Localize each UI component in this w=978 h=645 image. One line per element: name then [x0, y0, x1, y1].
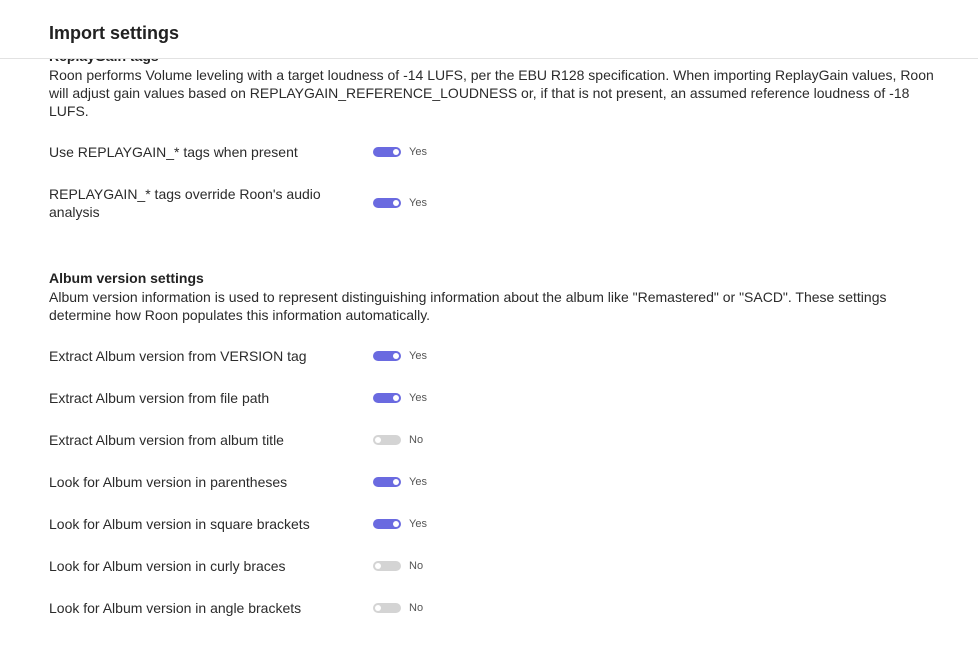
- toggle-knob: [393, 479, 399, 485]
- toggle-knob: [393, 200, 399, 206]
- setting-row-curly-braces: [49, 557, 949, 593]
- setting-row-angle-brackets: [49, 599, 949, 635]
- toggle-knob: [393, 521, 399, 527]
- toggle-switch[interactable]: [373, 477, 401, 487]
- setting-label: Look for Album version in parentheses: [49, 474, 288, 490]
- replaygain-description: Roon performs Volume leveling with a target loudness of -14 LUFS, per the EBU R128 specification. When importing ReplayGain values, Roon will adjust gain values based on REPLAYGAIN_REFERENCE_LOUDNESS or, if that is not present, an assumed reference loudness of -18 LUFS.: [49, 67, 934, 119]
- toggle-state-label: Yes: [409, 197, 427, 209]
- toggle-knob: [375, 563, 381, 569]
- setting-label: REPLAYGAIN_* tags override Roon's audio analysis: [49, 186, 321, 220]
- toggle-state-label: Yes: [409, 476, 427, 488]
- toggle-switch[interactable]: [373, 147, 401, 157]
- page-title: Import settings: [49, 23, 180, 43]
- setting-label: Use REPLAYGAIN_* tags when present: [49, 144, 298, 160]
- setting-row-square-brackets: [49, 515, 949, 551]
- toggle-state-label: No: [409, 560, 424, 572]
- toggle-switch[interactable]: [373, 351, 401, 361]
- setting-label: Extract Album version from VERSION tag: [49, 348, 307, 364]
- toggle-knob: [393, 353, 399, 359]
- toggle-switch[interactable]: [373, 561, 401, 571]
- toggle-state-label: Yes: [409, 392, 427, 404]
- setting-row-replaygain-override: [49, 185, 949, 221]
- setting-row-parentheses: [49, 473, 949, 509]
- toggle-switch[interactable]: [373, 435, 401, 445]
- setting-label: Look for Album version in angle brackets: [49, 600, 302, 616]
- toggle-state-label: Yes: [409, 518, 427, 530]
- setting-label: Look for Album version in square brackets: [49, 516, 310, 532]
- setting-label: Extract Album version from album title: [49, 432, 284, 448]
- toggle-knob: [375, 605, 381, 611]
- toggle-knob: [375, 437, 381, 443]
- toggle-switch[interactable]: [373, 198, 401, 208]
- setting-label: Look for Album version in curly braces: [49, 558, 286, 574]
- toggle-state-label: No: [409, 434, 424, 446]
- album-version-description: Album version information is used to represent distinguishing information about the album like "Remastered" or "SACD". These settings determine how Roon populates this information automatically.: [49, 289, 887, 323]
- toggle-knob: [393, 395, 399, 401]
- toggle-state-label: Yes: [409, 350, 427, 362]
- setting-row-file-path: [49, 389, 949, 425]
- setting-row-version-tag: [49, 347, 949, 383]
- album-version-section-title: Album version settings: [49, 270, 204, 286]
- toggle-switch[interactable]: [373, 393, 401, 403]
- setting-row-album-title: [49, 431, 949, 467]
- toggle-switch[interactable]: [373, 603, 401, 613]
- toggle-switch[interactable]: [373, 519, 401, 529]
- toggle-state-label: No: [409, 602, 424, 614]
- setting-row-use-replaygain: [49, 143, 949, 179]
- toggle-state-label: Yes: [409, 146, 427, 158]
- setting-label: Extract Album version from file path: [49, 390, 270, 406]
- page-header: [0, 0, 978, 59]
- toggle-knob: [393, 149, 399, 155]
